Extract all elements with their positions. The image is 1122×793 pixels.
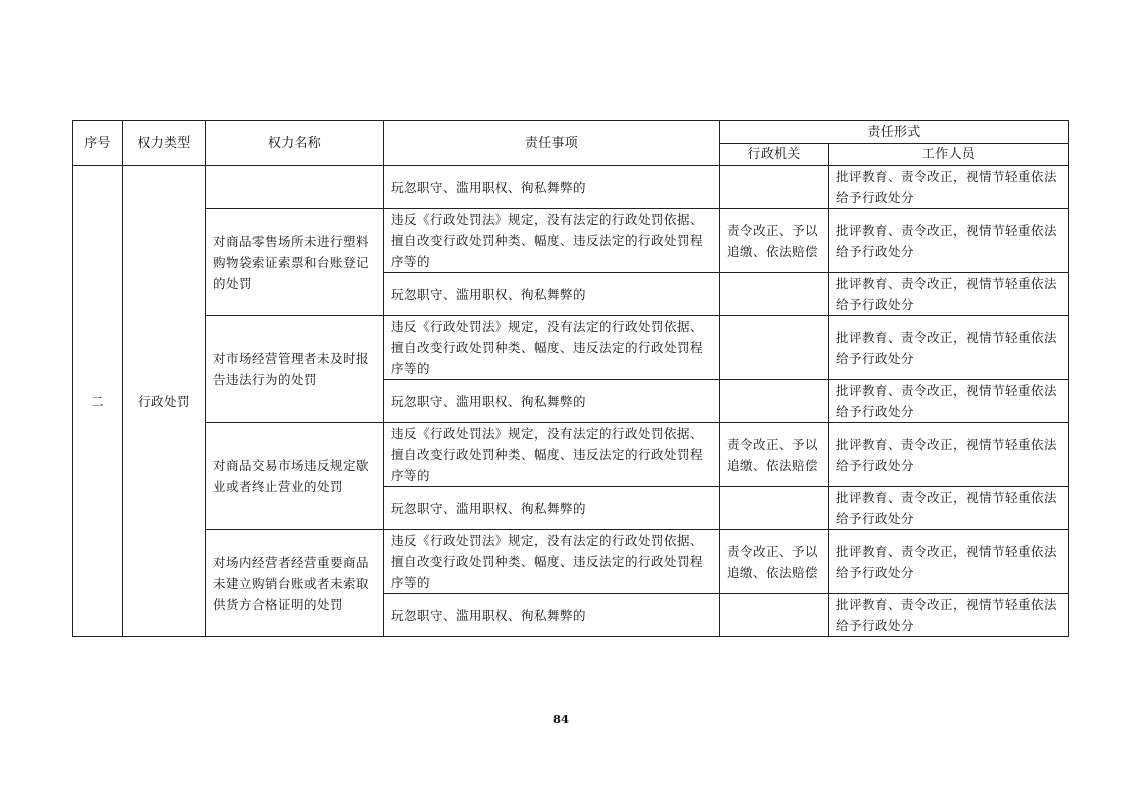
power-name: 对场内经营者经营重要商品未建立购销台账或者未索取供货方合格证明的处罚 <box>206 530 384 637</box>
header-form: 责任形式 <box>720 121 1069 144</box>
table-row <box>73 209 1069 273</box>
org-form <box>720 273 829 316</box>
responsibility-matter: 玩忽职守、滥用职权、徇私舞弊的 <box>384 380 720 423</box>
org-form <box>720 487 829 530</box>
responsibility-matter: 玩忽职守、滥用职权、徇私舞弊的 <box>384 273 720 316</box>
responsibility-matter: 违反《行政处罚法》规定，没有法定的行政处罚依据、擅自改变行政处罚种类、幅度、违反法定的行政处罚程序等的 <box>384 316 720 380</box>
page-number: 84 <box>552 712 569 726</box>
table-row <box>73 423 1069 487</box>
staff-form: 批评教育、责令改正，视情节轻重依法给予行政处分 <box>829 487 1069 530</box>
table-row <box>73 316 1069 380</box>
org-form: 责令改正、予以追缴、依法赔偿 <box>720 423 829 487</box>
table-row <box>73 530 1069 594</box>
responsibility-matter: 玩忽职守、滥用职权、徇私舞弊的 <box>384 487 720 530</box>
staff-form: 批评教育、责令改正，视情节轻重依法给予行政处分 <box>829 423 1069 487</box>
header-seq: 序号 <box>73 121 123 166</box>
org-form: 责令改正、予以追缴、依法赔偿 <box>720 209 829 273</box>
power-name: 对商品零售场所未进行塑料购物袋索证索票和台账登记的处罚 <box>206 209 384 316</box>
staff-form: 批评教育、责令改正，视情节轻重依法给予行政处分 <box>829 209 1069 273</box>
header-name: 权力名称 <box>206 121 384 166</box>
org-form <box>720 316 829 380</box>
staff-form: 批评教育、责令改正，视情节轻重依法给予行政处分 <box>829 166 1069 209</box>
header-org: 行政机关 <box>720 144 829 166</box>
staff-form: 批评教育、责令改正，视情节轻重依法给予行政处分 <box>829 380 1069 423</box>
header-staff: 工作人员 <box>829 144 1069 166</box>
staff-form: 批评教育、责令改正，视情节轻重依法给予行政处分 <box>829 316 1069 380</box>
power-name <box>206 166 384 209</box>
header-type: 权力类型 <box>123 121 206 166</box>
responsibility-matter: 玩忽职守、滥用职权、徇私舞弊的 <box>384 594 720 637</box>
power-name: 对市场经营管理者未及时报告违法行为的处罚 <box>206 316 384 423</box>
responsibility-matter: 玩忽职守、滥用职权、徇私舞弊的 <box>384 166 720 209</box>
org-form <box>720 594 829 637</box>
responsibility-matter: 违反《行政处罚法》规定，没有法定的行政处罚依据、擅自改变行政处罚种类、幅度、违反法定的行政处罚程序等的 <box>384 209 720 273</box>
org-form <box>720 380 829 423</box>
org-form <box>720 166 829 209</box>
org-form: 责令改正、予以追缴、依法赔偿 <box>720 530 829 594</box>
table-row <box>73 166 1069 209</box>
group-seq: 二 <box>73 166 123 637</box>
power-name: 对商品交易市场违反规定歇业或者终止营业的处罚 <box>206 423 384 530</box>
responsibility-matter: 违反《行政处罚法》规定，没有法定的行政处罚依据、擅自改变行政处罚种类、幅度、违反法定的行政处罚程序等的 <box>384 423 720 487</box>
staff-form: 批评教育、责令改正，视情节轻重依法给予行政处分 <box>829 273 1069 316</box>
responsibility-matter: 违反《行政处罚法》规定，没有法定的行政处罚依据、擅自改变行政处罚种类、幅度、违反法定的行政处罚程序等的 <box>384 530 720 594</box>
group-type: 行政处罚 <box>123 166 206 637</box>
responsibility-table <box>72 120 1069 637</box>
staff-form: 批评教育、责令改正，视情节轻重依法给予行政处分 <box>829 594 1069 637</box>
staff-form: 批评教育、责令改正，视情节轻重依法给予行政处分 <box>829 530 1069 594</box>
header-row <box>73 121 1069 144</box>
header-matter: 责任事项 <box>384 121 720 166</box>
